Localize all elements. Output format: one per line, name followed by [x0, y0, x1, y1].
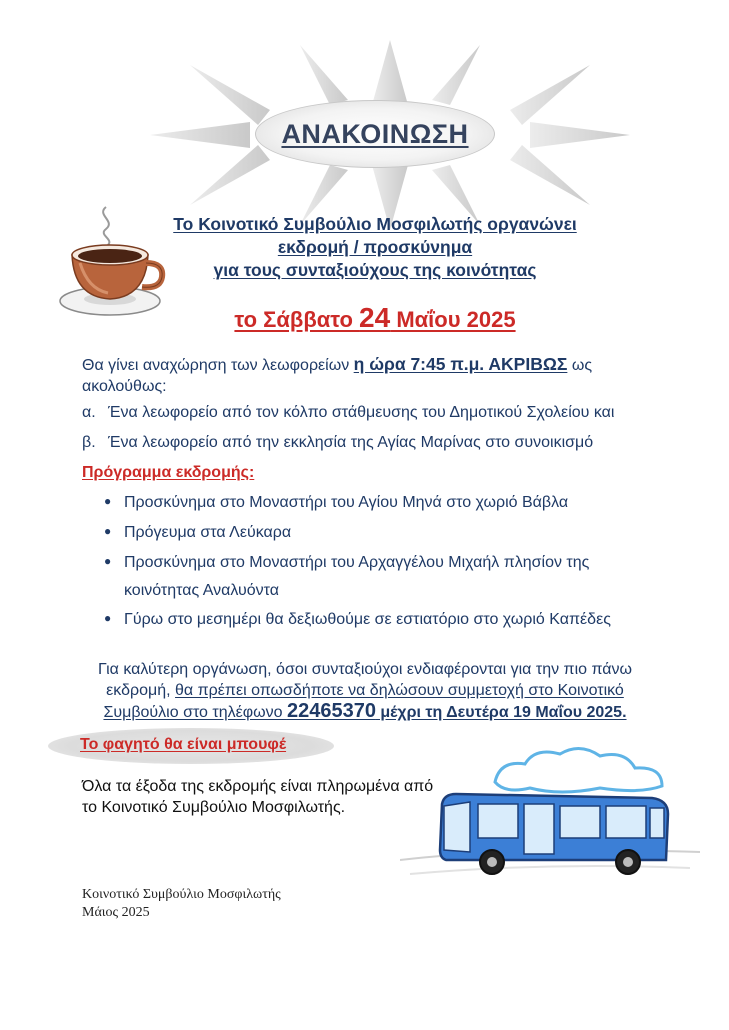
note-line-3-text: Συμβούλιο στο τηλέφωνο [103, 704, 287, 721]
registration-note [70, 659, 660, 723]
option-a [82, 404, 614, 422]
departure-after: ως ακολούθως: [82, 357, 593, 395]
departure-before: Θα γίνει αναχώρηση των λεωφορείων [82, 357, 354, 374]
intro-line-2: εκδρομή / προσκύνημα [277, 237, 473, 257]
date-prefix: το Σάββατο [234, 307, 360, 332]
food-note: Το φαγητό θα είναι μπουφέ [80, 736, 287, 753]
program-item-text: Γύρω στο μεσημέρι θα δεξιωθούμε σε εστιατόριο στο χωριό Καπέδες [124, 611, 611, 628]
paid-line-2: το Κοινοτικό Συμβούλιο Μοσφιλωτής. [82, 799, 346, 816]
departure-time: η ώρα 7:45 π.μ. ΑΚΡΙΒΩΣ [353, 354, 568, 374]
signature-date: Μάιος 2025 [82, 905, 150, 920]
page-title: ΑΝΑΚΟΙΝΩΣΗ [281, 118, 469, 149]
deadline: μέχρι τη Δευτέρα 19 Μαΐου 2025. [375, 704, 627, 721]
program-item [104, 524, 291, 542]
bullet-icon: ● [104, 611, 112, 625]
bullet-icon: ● [104, 524, 112, 538]
program-item-continuation: κοινότητας Αναλυόντα [124, 582, 280, 599]
bus-icon [400, 742, 700, 887]
note-line-2-plain: εκδρομή, [106, 682, 176, 699]
departure-text [82, 354, 642, 397]
program-item-text: Πρόγευμα στα Λεύκαρα [124, 524, 292, 541]
intro-line-1: Το Κοινοτικό Συμβούλιο Μοσφιλωτής οργανώνει [173, 214, 577, 234]
date-day: 24 [359, 302, 391, 333]
option-b [82, 434, 593, 452]
note-line-2 [70, 680, 660, 701]
note-line-1: Για καλύτερη οργάνωση, όσοι συνταξιούχοι ενδιαφέρονται για την πιο πάνω [97, 661, 633, 678]
program-item-text: Προσκύνημα στο Μοναστήρι του Αρχαγγέλου Μιχαήλ πλησίον της [124, 554, 590, 571]
program-item-text: Προσκύνημα στο Μοναστήρι του Αγίου Μηνά στο χωριό Βάβλα [124, 494, 569, 511]
program-item [104, 611, 611, 629]
bullet-icon: ● [104, 494, 112, 508]
note-line-2-underlined: θα πρέπει οπωσδήποτε να δηλώσουν συμμετοχή στο Κοινοτικό [175, 682, 624, 699]
bullet-icon: ● [104, 554, 112, 568]
option-a-marker: α. [82, 404, 96, 421]
option-a-text: Ένα λεωφορείο από τον κόλπο στάθμευσης του Δημοτικού Σχολείου και [108, 404, 615, 421]
phone-number: 22465370 [286, 700, 376, 722]
title-oval [255, 100, 495, 168]
paid-line-1: Όλα τα έξοδα της εκδρομής είναι πληρωμένα από [82, 778, 434, 795]
option-b-marker: β. [82, 434, 96, 451]
signature-line-1: Κοινοτικό Συμβούλιο Μοσφιλωτής [82, 887, 281, 902]
program-item [104, 554, 589, 572]
note-line-3 [70, 701, 660, 723]
option-b-text: Ένα λεωφορείο από την εκκλησία της Αγίας Μαρίνας στο συνοικισμό [108, 434, 594, 451]
intro-line-3: για τους συνταξιούχους της κοινότητας [213, 260, 537, 280]
event-date [140, 302, 610, 334]
date-suffix: Μαΐου 2025 [390, 307, 516, 332]
program-item [104, 494, 568, 512]
program-title: Πρόγραμμα εκδρομής: [82, 464, 255, 481]
